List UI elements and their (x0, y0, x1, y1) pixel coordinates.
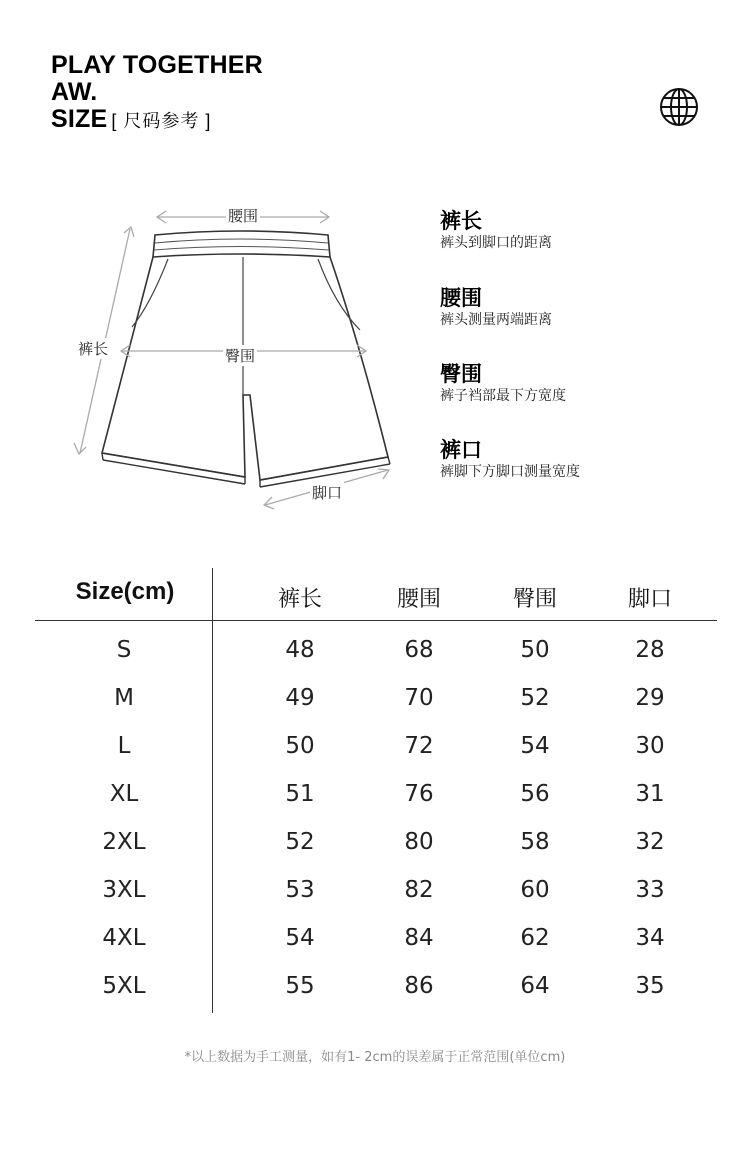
table-cell: 51 (285, 781, 315, 807)
table-cell: 56 (520, 781, 550, 807)
table-cell: 60 (520, 877, 550, 903)
table-cell: 29 (635, 685, 665, 711)
shorts-diagram (60, 195, 420, 515)
table-cell: 62 (520, 925, 550, 951)
size-word: SIZE (51, 105, 108, 133)
size-label-cell: S (116, 637, 132, 663)
size-label-cell: 3XL (102, 877, 146, 903)
legend-item-length (440, 208, 552, 252)
table-cell: 64 (520, 973, 550, 999)
table-cell: 82 (404, 877, 434, 903)
size-label-cell: 5XL (102, 973, 146, 999)
table-cell: 54 (520, 733, 550, 759)
table-cell: 54 (285, 925, 315, 951)
legend-item-waist (440, 285, 552, 329)
globe-icon (659, 87, 699, 127)
header-hip: 臀围 (512, 587, 557, 612)
table-cell: 72 (404, 733, 434, 759)
table-cell: 28 (635, 637, 665, 663)
legend-title: 臀围 (440, 362, 482, 386)
size-label-cell: 2XL (102, 829, 146, 855)
brand-line-1: PLAY TOGETHER (51, 51, 263, 79)
header-length: 裤长 (277, 587, 322, 612)
size-subtitle: [ 尺码参考 ] (111, 111, 212, 131)
table-cell: 33 (635, 877, 665, 903)
table-cell: 49 (285, 685, 315, 711)
table-cell: 50 (520, 637, 550, 663)
table-cell: 50 (285, 733, 315, 759)
table-cell: 34 (635, 925, 665, 951)
legend-desc: 裤脚下方脚口测量宽度 (440, 464, 580, 480)
label-waist: 腰围 (228, 207, 259, 225)
table-cell: 68 (404, 637, 434, 663)
legend-desc: 裤子裆部最下方宽度 (440, 388, 566, 404)
label-hip: 臀围 (225, 347, 256, 365)
table-cell: 55 (285, 973, 315, 999)
legend-title: 腰围 (440, 286, 482, 310)
table-cell: 52 (285, 829, 315, 855)
table-cell: 53 (285, 877, 315, 903)
brand-line-3 (51, 106, 263, 135)
brand-line-2: AW. (51, 78, 98, 106)
size-label-cell: 4XL (102, 925, 146, 951)
table-cell: 58 (520, 829, 550, 855)
legend-title: 裤长 (440, 209, 482, 233)
table-cell: 76 (404, 781, 434, 807)
legend-desc: 裤头测量两端距离 (440, 312, 552, 328)
legend-item-hem (440, 437, 580, 481)
table-divider-vertical (212, 568, 213, 1013)
table-cell: 31 (635, 781, 665, 807)
legend-item-hip (440, 361, 566, 405)
legend-desc: 裤头到脚口的距离 (440, 235, 552, 251)
size-label-cell: L (117, 733, 131, 759)
header-waist: 腰围 (396, 587, 441, 612)
table-cell: 80 (404, 829, 434, 855)
table-cell: 52 (520, 685, 550, 711)
table-cell: 86 (404, 973, 434, 999)
table-cell: 84 (404, 925, 434, 951)
header-size: Size(cm) (75, 578, 175, 605)
table-cell: 32 (635, 829, 665, 855)
table-cell: 30 (635, 733, 665, 759)
brand-block (51, 52, 263, 135)
size-label-cell: XL (109, 781, 139, 807)
legend-title: 裤口 (440, 438, 482, 462)
table-cell: 48 (285, 637, 315, 663)
label-length: 裤长 (78, 340, 109, 358)
table-cell: 70 (404, 685, 434, 711)
label-hem: 脚口 (312, 484, 343, 502)
size-label-cell: M (114, 685, 134, 711)
header-hem: 脚口 (627, 587, 672, 612)
table-divider-horizontal (35, 620, 717, 621)
measurement-note: *以上数据为手工测量，如有1- 2cm的误差属于正常范围(单位cm) (184, 1050, 566, 1065)
table-cell: 35 (635, 973, 665, 999)
